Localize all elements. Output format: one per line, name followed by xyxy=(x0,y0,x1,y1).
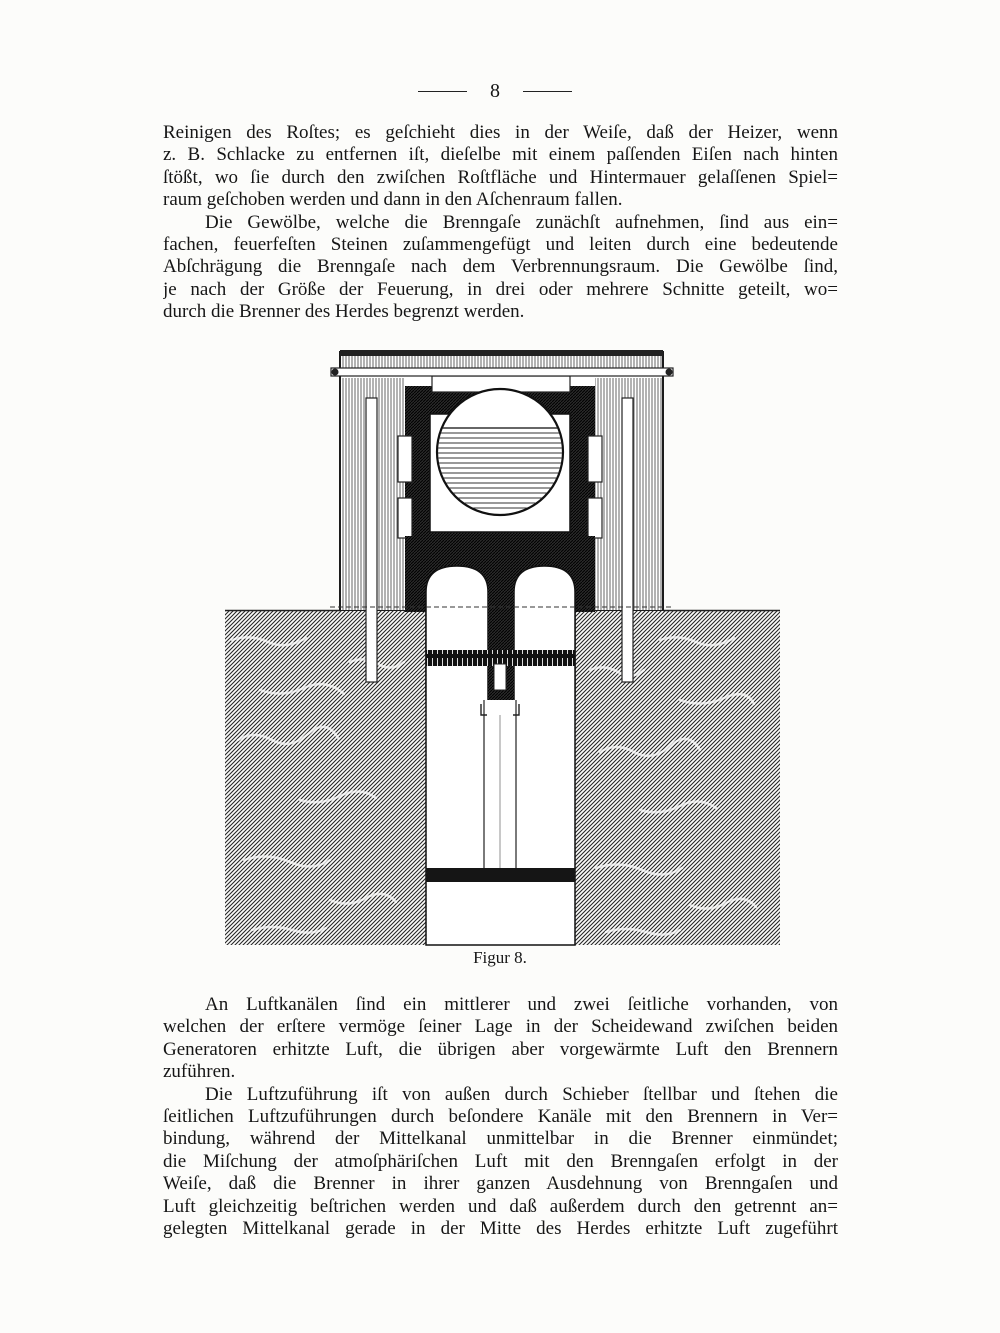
text-line: ſtößt, wo ſie durch den zwiſchen Roſtfläche und Hintermauer gelaſſenen Spiel= xyxy=(163,166,838,188)
top-text-block xyxy=(163,122,838,324)
top-band xyxy=(341,356,662,368)
right-tie-rod xyxy=(622,398,633,682)
inspection-opening-left-upper xyxy=(398,436,412,482)
inspection-opening-left-lower xyxy=(398,498,412,538)
inspection-opening-right-upper xyxy=(588,436,602,482)
top-cap xyxy=(340,350,663,356)
text-line: Die Gewölbe, welche die Brenngaſe zunächſt aufnehmen, ſind aus ein= xyxy=(205,211,838,233)
text-line: durch die Brenner des Herdes begrenzt werden. xyxy=(163,301,525,323)
generator-chamber-right xyxy=(514,566,575,700)
boiler-drum xyxy=(437,389,563,515)
left-tie-rod xyxy=(366,398,377,682)
figure-8-furnace-section xyxy=(220,345,785,950)
anchor-bolt-right xyxy=(666,369,673,376)
inspection-opening-right-lower xyxy=(588,498,602,538)
earth-hatching-right xyxy=(575,611,780,945)
figure-caption: Figur 8. xyxy=(473,948,527,967)
earth-hatching-left xyxy=(225,611,426,945)
page-number: 8 xyxy=(490,80,500,103)
text-line: Weiſe, daß die Brenner in ihrer ganzen Ausdehnung von Brenngaſen und xyxy=(163,1173,838,1195)
text-line: Luft gleichzeitig beſtrichen werden und daß außerdem durch den getrennt an= xyxy=(163,1195,838,1217)
page-header xyxy=(0,79,995,103)
text-line: ſeitlichen Luftzuführungen durch beſondere Kanäle mit den Brennern in Ver= xyxy=(163,1105,838,1127)
text-line: je nach der Größe der Feuerung, in drei oder mehrere Schnitte geteilt, wo= xyxy=(163,278,838,300)
middle-air-channel-opening xyxy=(494,664,506,690)
text-line: welchen der erſtere vermöge ſeiner Lage in der Scheidewand zwiſchen beiden xyxy=(163,1016,838,1038)
text-line: fachen, feuerfeſten Steinen zuſammengefügt und leiten durch eine bedeutende xyxy=(163,233,838,255)
text-line: An Luftkanälen ſind ein mittlerer und zwei ſeitliche vorhanden, von xyxy=(205,994,838,1015)
earth-left xyxy=(225,611,426,945)
text-line: raum geſchoben werden und dann in den Aſchenraum fallen. xyxy=(163,189,623,211)
bottom-slab xyxy=(426,868,575,882)
bottom-text-block xyxy=(163,994,838,1240)
text-line: die Miſchung der atmoſphäriſchen Luft mit den Brenngaſen erfolgt in der xyxy=(163,1150,838,1172)
text-line: z. B. Schlacke zu entfernen iſt, dieſelbe mit einem paſſenden Eiſen nach hinten xyxy=(163,144,838,166)
text-line: gelegten Mittelkanal gerade in der Mitte des Herdes erhitzte Luft zugeführt xyxy=(163,1217,838,1239)
text-line: Die Luftzuführung iſt von außen durch Schieber ſtellbar und ſtehen die xyxy=(205,1083,838,1105)
anchor-bolt-left xyxy=(332,369,339,376)
anchor-bar xyxy=(331,368,673,376)
text-line: Reinigen des Roſtes; es geſchieht dies in der Weiſe, daß der Heizer, wenn xyxy=(163,122,838,143)
text-line: zuführen. xyxy=(163,1061,236,1083)
text-line: bindung, während der Mittelkanal unmittelbar in die Brenner einmündet; xyxy=(163,1128,838,1150)
header-rule-left xyxy=(418,91,467,92)
text-line: Abſchrägung die Brenngaſe nach dem Verbrennungsraum. Die Gewölbe ſind, xyxy=(163,256,838,278)
earth-right xyxy=(575,611,780,945)
generator-chamber-left xyxy=(426,566,488,700)
header-rule-right xyxy=(523,91,572,92)
text-line: Generatoren erhitzte Luft, die übrigen aber vorgewärmte Luft den Brennern xyxy=(163,1038,838,1060)
